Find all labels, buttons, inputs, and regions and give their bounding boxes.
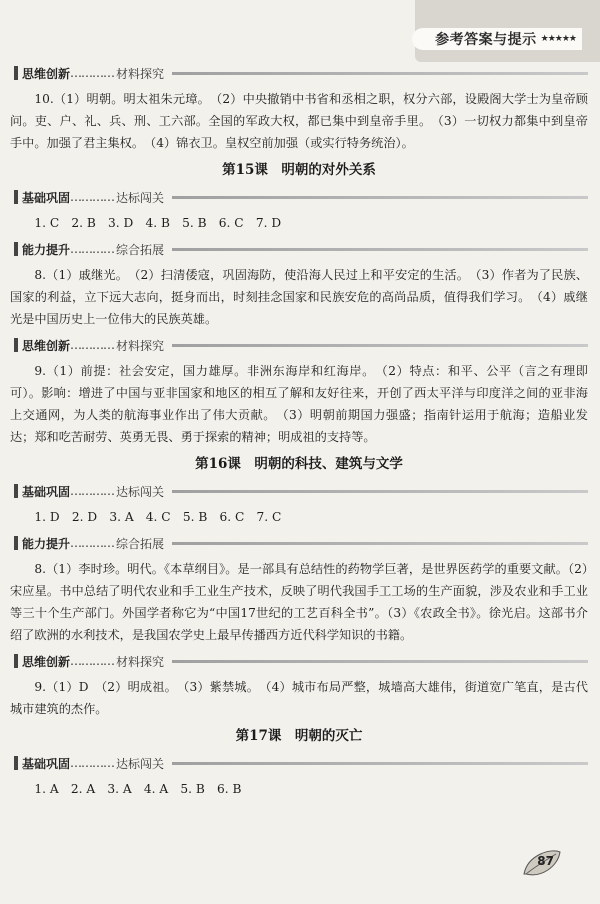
header-label: [412, 28, 582, 50]
section-subtitle: 达标闯关: [116, 190, 165, 205]
section-subtitle: 材料探究: [116, 654, 165, 669]
section-dots: …………: [70, 190, 115, 204]
answer-line: 1. A 2. A 3. A 4. A 5. B 6. B: [34, 782, 242, 796]
section-title: 能力提升: [22, 242, 71, 257]
section-badge: [10, 240, 172, 258]
section-subtitle: 综合拓展: [116, 536, 165, 551]
section-mark: [14, 338, 18, 352]
section-subtitle: 材料探究: [116, 66, 165, 81]
answer-paragraph: 8.（1）李时珍。明代。《本草纲目》。是一部具有总结性的药物学巨著，是世界医药学的重要文献。（2）宋应星。书中总结了明代农业和手工业生产技术，反映了明代我国手工工场的生产面貌，涉及农业和手工业等三十个生产部门。外国学者称它为“中国17世纪的工艺百科全书”。（3）《农政全书》。徐光启。这部书介绍了欧洲的水利技术，是我国农学史上最早传播西方近代科学知识的书籍。: [10, 562, 588, 642]
section-badge: [10, 754, 172, 772]
section-dots: …………: [70, 756, 115, 770]
section-dots: …………: [70, 536, 115, 550]
section-bar: [10, 652, 588, 670]
answer-paragraph: 8.（1）戚继光。 （2）扫清倭寇，巩固海防，使沿海人民过上和平安定的生活。 （3）作者为了民族、国家的利益，立下远大志向，挺身而出，时刻挂念国家和民族安危的高尚品质，值得我们学习。 （4）戚继光是中国历史上一位伟大的民族英雄。: [10, 268, 588, 326]
page-number: 87: [537, 854, 554, 868]
section-mark: [14, 484, 18, 498]
section-mark: [14, 536, 18, 550]
section-bar: [10, 482, 588, 500]
section-dots: …………: [70, 242, 115, 256]
section-title: 基础巩固: [22, 756, 71, 771]
answer-line: 1. D 2. D 3. A 4. C 5. B 6. C 7. C: [34, 510, 282, 524]
header-stars: ★★★★★: [540, 34, 576, 44]
lesson-title: 第16课 明朝的科技、建筑与文学: [195, 456, 403, 472]
answer-paragraph: 10.（1）明朝。明太祖朱元璋。 （2）中央撤销中书省和丞相之职，权分六部，设殿阁大学士为皇帝顾问。吏、户、礼、兵、刑、工六部。全国的军政大权，都已集中到皇帝手里。 （3）一切权力都集中到皇帝手中。加强了君主集权。 （4）锦衣卫。皇权空前加强（或实行特务统治）。: [10, 92, 588, 150]
section-subtitle: 达标闯关: [116, 756, 165, 771]
section-mark: [14, 756, 18, 770]
answer-line: 1. C 2. B 3. D 4. B 5. B 6. C 7. D: [34, 216, 282, 230]
section-title: 思维创新: [22, 338, 71, 353]
section-subtitle: 综合拓展: [116, 242, 165, 257]
section-bar: [10, 754, 588, 772]
section-subtitle: 材料探究: [116, 338, 165, 353]
answer-paragraph: 9.（1）D （2）明成祖。 （3）紫禁城。 （4）城市布局严整，城墙高大雄伟，街道宽广笔直，是古代城市建筑的杰作。: [10, 680, 588, 716]
section-title: 思维创新: [22, 66, 71, 81]
section-dots: …………: [70, 654, 115, 668]
section-badge: [10, 64, 172, 82]
section-badge: [10, 336, 172, 354]
header-title: 参考答案与提示: [435, 32, 537, 48]
section-dots: …………: [70, 484, 115, 498]
section-mark: [14, 654, 18, 668]
section-mark: [14, 66, 18, 80]
lesson-title: 第15课 明朝的对外关系: [222, 162, 376, 178]
section-mark: [14, 242, 18, 256]
section-title: 思维创新: [22, 654, 71, 669]
header-tab: [415, 0, 600, 62]
section-dots: …………: [70, 66, 115, 80]
section-mark: [14, 190, 18, 204]
answer-content: [10, 62, 588, 802]
section-title: 基础巩固: [22, 484, 71, 499]
section-bar: [10, 534, 588, 552]
section-bar: [10, 188, 588, 206]
section-badge: [10, 652, 172, 670]
section-subtitle: 达标闯关: [116, 484, 165, 499]
answer-paragraph: 9.（1）前提：社会安定，国力雄厚。非洲东海岸和红海岸。 （2）特点：和平、公平（言之有理即可）。影响：增进了中国与亚非国家和地区的相互了解和友好往来，开创了西太平洋与印度洋之间的亚非海上交通网，为人类的航海事业作出了伟大贡献。 （3）明朝前期国力强盛；指南针运用于航海；造船业发达；郑和吃苦耐劳、英勇无畏、勇于探索的精神；明成祖的支持等。: [10, 364, 588, 444]
section-bar: [10, 240, 588, 258]
section-bar: [10, 336, 588, 354]
section-bar: [10, 64, 588, 82]
section-badge: [10, 188, 172, 206]
section-badge: [10, 534, 172, 552]
section-dots: …………: [70, 338, 115, 352]
section-title: 基础巩固: [22, 190, 71, 205]
lesson-title: 第17课 明朝的灭亡: [235, 728, 363, 744]
section-badge: [10, 482, 172, 500]
section-title: 能力提升: [22, 536, 71, 551]
